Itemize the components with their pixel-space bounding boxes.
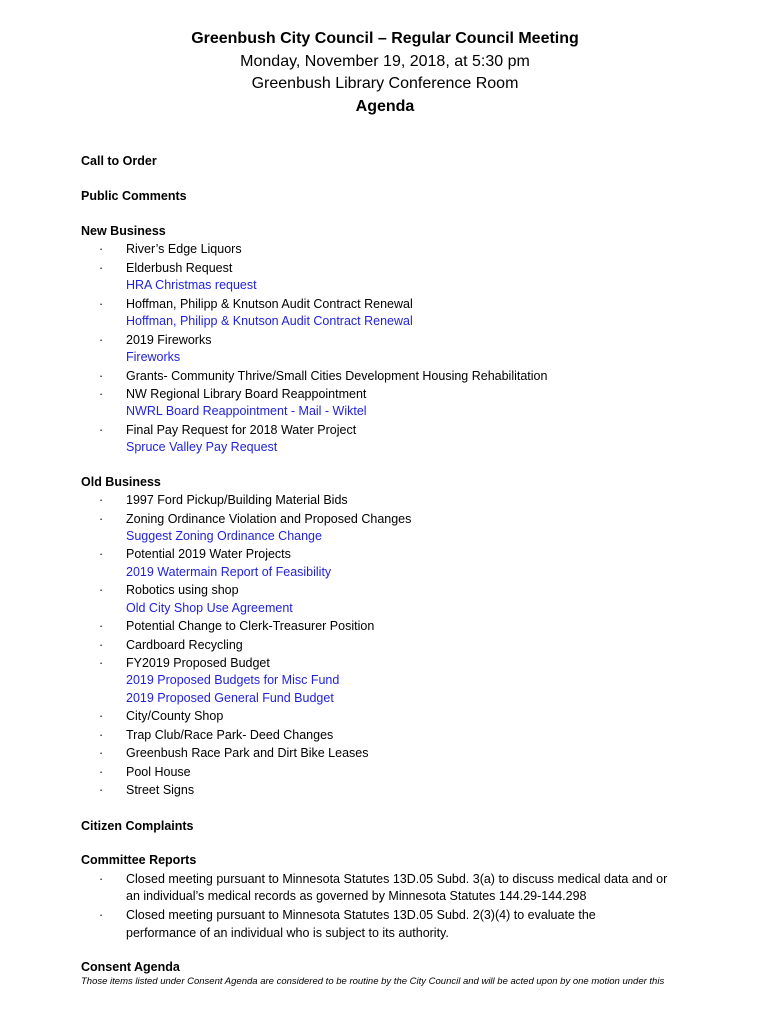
section-citizen-complaints: Citizen Complaints <box>81 819 194 833</box>
bullet-icon: · <box>99 619 104 633</box>
list-item: Final Pay Request for 2018 Water Project <box>126 423 357 437</box>
bullet-icon: · <box>99 765 104 779</box>
list-item: Cardboard Recycling <box>126 638 243 652</box>
bullet-icon: · <box>99 493 104 507</box>
bullet-icon: · <box>99 783 104 797</box>
bullet-icon: · <box>99 242 104 256</box>
list-item: Potential 2019 Water Projects <box>126 547 291 561</box>
agenda-heading: Agenda <box>355 98 415 115</box>
list-item: Potential Change to Clerk-Treasurer Position <box>126 619 375 633</box>
bullet-icon: · <box>99 908 104 922</box>
section-committee-reports: Committee Reports <box>81 853 197 867</box>
consent-agenda-note: Those items listed under Consent Agenda are considered to be routine by the City Council and will be acted upon by one motion under this <box>81 976 665 987</box>
bullet-icon: · <box>99 728 104 742</box>
attachment-link[interactable]: 2019 Proposed General Fund Budget <box>126 691 334 705</box>
list-item: Robotics using shop <box>126 583 239 597</box>
section-call-to-order: Call to Order <box>81 154 157 168</box>
list-item: Trap Club/Race Park- Deed Changes <box>126 728 334 742</box>
bullet-icon: · <box>99 512 104 526</box>
section-new-business: New Business <box>81 224 166 238</box>
attachment-link[interactable]: Hoffman, Philipp & Knutson Audit Contract Renewal <box>126 314 413 328</box>
meeting-title: Greenbush City Council – Regular Council Meeting <box>191 30 579 47</box>
bullet-icon: · <box>99 369 104 383</box>
list-item: Street Signs <box>126 783 195 797</box>
bullet-icon: · <box>99 709 104 723</box>
list-item: City/County Shop <box>126 709 224 723</box>
list-item: Hoffman, Philipp & Knutson Audit Contract Renewal <box>126 297 413 311</box>
bullet-icon: · <box>99 547 104 561</box>
attachment-link[interactable]: HRA Christmas request <box>126 278 257 292</box>
bullet-icon: · <box>99 872 104 886</box>
list-item: Grants- Community Thrive/Small Cities Development Housing Rehabilitation <box>126 369 548 383</box>
section-consent-agenda: Consent Agenda <box>81 960 180 974</box>
list-item-continuation: performance of an individual who is subject to its authority. <box>126 926 449 940</box>
attachment-link[interactable]: Old City Shop Use Agreement <box>126 601 293 615</box>
bullet-icon: · <box>99 656 104 670</box>
attachment-link[interactable]: NWRL Board Reappointment - Mail - Wiktel <box>126 404 367 418</box>
meeting-date: Monday, November 19, 2018, at 5:30 pm <box>240 53 530 70</box>
list-item: Closed meeting pursuant to Minnesota Statutes 13D.05 Subd. 2(3)(4) to evaluate the <box>126 908 596 922</box>
bullet-icon: · <box>99 746 104 760</box>
attachment-link[interactable]: Spruce Valley Pay Request <box>126 440 278 454</box>
meeting-location: Greenbush Library Conference Room <box>251 75 519 92</box>
list-item: Greenbush Race Park and Dirt Bike Leases <box>126 746 369 760</box>
attachment-link[interactable]: Fireworks <box>126 350 181 364</box>
list-item: Elderbush Request <box>126 261 233 275</box>
bullet-icon: · <box>99 261 104 275</box>
list-item: Pool House <box>126 765 191 779</box>
list-item: Zoning Ordinance Violation and Proposed Changes <box>126 512 412 526</box>
list-item: NW Regional Library Board Reappointment <box>126 387 367 401</box>
bullet-icon: · <box>99 333 104 347</box>
list-item: River’s Edge Liquors <box>126 242 242 256</box>
bullet-icon: · <box>99 423 104 437</box>
attachment-link[interactable]: Suggest Zoning Ordinance Change <box>126 529 322 543</box>
attachment-link[interactable]: 2019 Watermain Report of Feasibility <box>126 565 332 579</box>
section-old-business: Old Business <box>81 475 161 489</box>
section-public-comments: Public Comments <box>81 189 187 203</box>
bullet-icon: · <box>99 387 104 401</box>
attachment-link[interactable]: 2019 Proposed Budgets for Misc Fund <box>126 673 340 687</box>
bullet-icon: · <box>99 638 104 652</box>
list-item-continuation: an individual’s medical records as governed by Minnesota Statutes 144.29-144.298 <box>126 889 587 903</box>
list-item: 1997 Ford Pickup/Building Material Bids <box>126 493 348 507</box>
bullet-icon: · <box>99 297 104 311</box>
list-item: 2019 Fireworks <box>126 333 212 347</box>
list-item: FY2019 Proposed Budget <box>126 656 270 670</box>
list-item: Closed meeting pursuant to Minnesota Statutes 13D.05 Subd. 3(a) to discuss medical data and or <box>126 872 668 886</box>
bullet-icon: · <box>99 583 104 597</box>
